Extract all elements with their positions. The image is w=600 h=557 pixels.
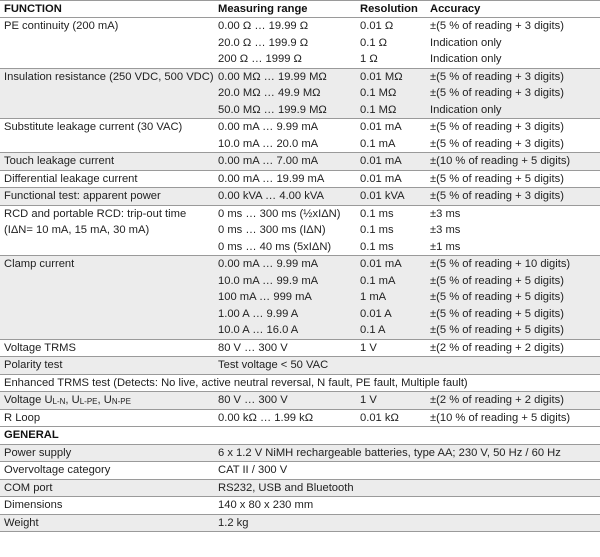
accuracy-cell-line: ±(5 % of reading + 5 digits) xyxy=(430,274,564,287)
rloop-resolution-text: 0.01 kΩ xyxy=(360,411,399,424)
general-header xyxy=(0,427,600,445)
table-row xyxy=(0,119,600,153)
resolution-cell-line: 0.01 Ω xyxy=(360,20,394,32)
resolution-cell-line: 0.01 A xyxy=(360,307,392,320)
resolution-cell-line: 0.1 ms xyxy=(360,240,394,253)
voltage-sub-accuracy xyxy=(430,392,564,409)
table-row xyxy=(0,153,600,171)
general-label xyxy=(4,445,216,462)
general-label xyxy=(4,480,216,497)
accuracy-cell-line: ±(5 % of reading + 10 digits) xyxy=(430,258,571,270)
accuracy-cell xyxy=(430,69,564,119)
range-cell-line: 0.00 mA … 19.99 mA xyxy=(218,172,325,185)
rloop-resolution xyxy=(360,410,399,427)
general-row xyxy=(0,515,600,533)
range-cell-line: 0 ms … 300 ms (½xIΔN) xyxy=(218,207,341,220)
voltage-subscript: N-PE xyxy=(111,397,131,406)
voltage-sub-line xyxy=(4,392,216,409)
range-cell xyxy=(218,256,318,339)
range-cell xyxy=(218,18,308,68)
voltage-sub-resolution-text: 1 V xyxy=(360,394,377,406)
accuracy-cell-line: ±(5 % of reading + 3 digits) xyxy=(430,121,564,133)
range-cell-line: 50.0 MΩ … 199.9 MΩ xyxy=(218,103,327,116)
resolution-cell xyxy=(360,18,393,68)
function-cell xyxy=(4,206,216,239)
function-cell xyxy=(4,119,216,136)
range-cell-line: 80 V … 300 V xyxy=(218,341,288,354)
function-cell-line: PE continuity (200 mA) xyxy=(4,20,119,32)
enhanced-text xyxy=(4,375,468,392)
function-cell-line: Substitute leakage current (30 VAC) xyxy=(4,121,183,133)
voltage-sub-function xyxy=(4,392,216,409)
range-cell-line: 10.0 mA … 20.0 mA xyxy=(218,137,319,150)
function-cell xyxy=(4,153,216,170)
accuracy-cell-line: Indication only xyxy=(430,36,502,49)
table-row-voltage-sub xyxy=(0,392,600,410)
voltage-sub-accuracy-text: ±(2 % of reading + 2 digits) xyxy=(430,394,564,406)
general-label-text: Power supply xyxy=(4,446,72,459)
accuracy-cell xyxy=(430,171,564,188)
function-cell-line: Voltage TRMS xyxy=(4,341,76,354)
accuracy-cell-line: ±(5 % of reading + 3 digits) xyxy=(430,87,564,99)
accuracy-cell xyxy=(430,188,564,205)
header-range-text: Measuring range xyxy=(218,3,308,15)
resolution-cell-line: 1 Ω xyxy=(360,53,378,65)
range-cell xyxy=(218,153,318,170)
resolution-cell xyxy=(360,171,402,188)
accuracy-cell-line: Indication only xyxy=(430,53,502,65)
rloop-accuracy-text: ±(10 % of reading + 5 digits) xyxy=(430,411,571,424)
rloop-function xyxy=(4,410,216,427)
general-value xyxy=(218,515,248,532)
voltage-text: , xyxy=(97,394,104,406)
header-range xyxy=(218,1,308,17)
general-title-text: GENERAL xyxy=(4,429,59,441)
table-row-rloop xyxy=(0,410,600,428)
table-row xyxy=(0,18,600,69)
resolution-cell-line: 0.1 Ω xyxy=(360,36,388,49)
header-function xyxy=(4,1,216,17)
general-row xyxy=(0,480,600,498)
header-resolution xyxy=(360,1,418,17)
function-cell xyxy=(4,188,216,205)
range-cell xyxy=(218,340,288,357)
resolution-cell xyxy=(360,188,405,205)
resolution-cell-line: 0.01 mA xyxy=(360,172,402,185)
general-value-text: 1.2 kg xyxy=(218,516,249,529)
range-cell-line: 0 ms … 40 ms (5xIΔN) xyxy=(218,240,332,253)
accuracy-cell-line: ±(5 % of reading + 5 digits) xyxy=(430,324,564,336)
resolution-cell xyxy=(360,119,402,152)
voltage-text: U xyxy=(71,394,80,406)
general-label-text: COM port xyxy=(4,481,53,494)
polarity-value-text: Test voltage < 50 VAC xyxy=(218,359,329,371)
general-row xyxy=(0,462,600,480)
general-title xyxy=(4,427,59,443)
accuracy-cell xyxy=(430,119,564,152)
resolution-cell xyxy=(360,206,394,256)
range-cell-line: 100 mA … 999 mA xyxy=(218,291,312,303)
resolution-cell-line: 0.1 mA xyxy=(360,137,396,150)
range-cell-line: 0.00 mA … 9.99 mA xyxy=(218,258,319,270)
general-label-text: Dimensions xyxy=(4,499,63,511)
resolution-cell-line: 0.1 MΩ xyxy=(360,103,397,116)
resolution-cell-line: 0.1 mA xyxy=(360,274,396,287)
table-row xyxy=(0,171,600,189)
range-cell xyxy=(218,171,324,188)
header-accuracy-text: Accuracy xyxy=(430,3,481,15)
general-value-text: RS232, USB and Bluetooth xyxy=(218,481,354,494)
accuracy-cell xyxy=(430,206,460,256)
accuracy-cell xyxy=(430,340,564,357)
accuracy-cell-line: ±(5 % of reading + 5 digits) xyxy=(430,291,564,303)
general-label-text: Overvoltage category xyxy=(4,464,111,476)
range-cell-line: 0.00 kVA … 4.00 kVA xyxy=(218,190,324,202)
general-label-text: Weight xyxy=(4,516,39,529)
accuracy-cell-line: ±(5 % of reading + 3 digits) xyxy=(430,20,564,32)
resolution-cell-line: 0.01 mA xyxy=(360,121,402,133)
function-cell-line: Insulation resistance (250 VDC, 500 VDC) xyxy=(4,70,214,83)
header-accuracy xyxy=(430,1,480,17)
general-value-text: CAT II / 300 V xyxy=(218,464,288,476)
accuracy-cell xyxy=(430,153,570,170)
range-cell-line: 20.0 MΩ … 49.9 MΩ xyxy=(218,87,321,99)
general-label xyxy=(4,462,216,479)
accuracy-cell-line: ±(5 % of reading + 3 digits) xyxy=(430,190,564,202)
accuracy-cell-line: ±(5 % of reading + 3 digits) xyxy=(430,70,564,83)
general-row xyxy=(0,497,600,515)
general-value-text: 140 x 80 x 230 mm xyxy=(218,499,314,511)
resolution-cell-line: 0.01 kVA xyxy=(360,190,405,202)
table-row xyxy=(0,340,600,358)
function-cell xyxy=(4,69,216,86)
accuracy-cell-line: ±(2 % of reading + 2 digits) xyxy=(430,341,564,354)
accuracy-cell-line: ±3 ms xyxy=(430,207,461,220)
voltage-text: , xyxy=(65,394,72,406)
resolution-cell-line: 0.1 MΩ xyxy=(360,87,397,99)
range-cell-line: 0.00 mA … 9.99 mA xyxy=(218,121,319,133)
table-row-polarity xyxy=(0,357,600,375)
range-cell-line: 0.00 MΩ … 19.99 MΩ xyxy=(218,70,327,83)
resolution-cell xyxy=(360,69,403,119)
resolution-cell-line: 0.01 mA xyxy=(360,155,402,167)
polarity-function-text: Polarity test xyxy=(4,359,63,371)
table-header xyxy=(0,1,600,18)
resolution-cell-line: 0.1 ms xyxy=(360,224,394,236)
resolution-cell xyxy=(360,153,402,170)
accuracy-cell xyxy=(430,256,570,339)
table-row-enhanced xyxy=(0,375,600,393)
voltage-subscript: L-PE xyxy=(79,397,98,406)
table-row xyxy=(0,69,600,120)
voltage-subscript: L-N xyxy=(52,397,66,406)
resolution-cell-line: 0.01 MΩ xyxy=(360,70,403,83)
resolution-cell xyxy=(360,256,402,339)
header-function-text: FUNCTION xyxy=(4,3,62,15)
voltage-sub-resolution xyxy=(360,392,377,409)
resolution-cell xyxy=(360,340,377,357)
accuracy-cell-line: ±1 ms xyxy=(430,240,461,253)
function-cell xyxy=(4,18,216,35)
rloop-function-text: R Loop xyxy=(4,411,41,424)
function-cell-line: (IΔN= 10 mA, 15 mA, 30 mA) xyxy=(4,224,150,236)
function-cell-line: RCD and portable RCD: trip-out time xyxy=(4,207,187,220)
accuracy-cell-line: ±(5 % of reading + 3 digits) xyxy=(430,137,564,150)
voltage-text: U xyxy=(103,394,112,406)
voltage-text: Voltage xyxy=(4,394,45,406)
resolution-cell-line: 0.1 ms xyxy=(360,207,394,220)
general-label xyxy=(4,497,216,514)
range-cell-line: 0 ms … 300 ms (IΔN) xyxy=(218,224,326,236)
range-cell-line: 0.00 Ω … 19.99 Ω xyxy=(218,20,309,32)
table-row xyxy=(0,256,600,340)
enhanced-text-text: Enhanced TRMS test (Detects: No live, active neutral reversal, N fault, PE fault, Multiple fault) xyxy=(4,376,468,389)
accuracy-cell-line: Indication only xyxy=(430,103,502,116)
general-value xyxy=(218,445,561,462)
voltage-text: U xyxy=(44,394,53,406)
range-cell xyxy=(218,188,324,205)
voltage-sub-range xyxy=(218,392,288,409)
table-row xyxy=(0,206,600,257)
table-row xyxy=(0,188,600,206)
range-cell xyxy=(218,69,327,119)
general-value-text: 6 x 1.2 V NiMH rechargeable batteries, type AA; 230 V, 50 Hz / 60 Hz xyxy=(218,446,561,459)
range-cell xyxy=(218,206,340,256)
function-cell xyxy=(4,340,216,357)
accuracy-cell xyxy=(430,18,564,68)
accuracy-cell-line: ±(10 % of reading + 5 digits) xyxy=(430,155,571,167)
general-label xyxy=(4,515,216,532)
voltage-sub-range-text: 80 V … 300 V xyxy=(218,394,288,406)
range-cell-line: 200 Ω … 1999 Ω xyxy=(218,53,302,65)
range-cell-line: 10.0 mA … 99.9 mA xyxy=(218,274,319,287)
resolution-cell-line: 0.1 A xyxy=(360,324,386,336)
polarity-function xyxy=(4,357,216,374)
resolution-cell-line: 1 mA xyxy=(360,291,387,303)
range-cell-line: 1.00 A … 9.99 A xyxy=(218,307,299,320)
function-cell-line: Functional test: apparent power xyxy=(4,190,161,202)
rloop-range-text: 0.00 kΩ … 1.99 kΩ xyxy=(218,411,314,424)
accuracy-cell-line: ±3 ms xyxy=(430,224,461,236)
resolution-cell-line: 0.01 mA xyxy=(360,258,402,270)
function-cell-line: Touch leakage current xyxy=(4,155,115,167)
range-cell-line: 20.0 Ω … 199.9 Ω xyxy=(218,36,309,49)
resolution-cell-line: 1 V xyxy=(360,341,377,354)
function-cell-line: Differential leakage current xyxy=(4,172,138,185)
function-cell xyxy=(4,256,216,273)
rloop-accuracy xyxy=(430,410,570,427)
general-row xyxy=(0,445,600,463)
function-cell-line: Clamp current xyxy=(4,258,75,270)
range-cell-line: 10.0 A … 16.0 A xyxy=(218,324,299,336)
accuracy-cell-line: ±(5 % of reading + 5 digits) xyxy=(430,307,564,320)
rloop-range xyxy=(218,410,313,427)
polarity-value xyxy=(218,357,328,374)
function-cell xyxy=(4,171,216,188)
header-resolution-text: Resolution xyxy=(360,3,418,15)
general-value xyxy=(218,497,313,514)
range-cell-line: 0.00 mA … 7.00 mA xyxy=(218,155,319,167)
accuracy-cell-line: ±(5 % of reading + 5 digits) xyxy=(430,172,564,185)
general-value xyxy=(218,462,287,479)
general-value xyxy=(218,480,354,497)
range-cell xyxy=(218,119,318,152)
